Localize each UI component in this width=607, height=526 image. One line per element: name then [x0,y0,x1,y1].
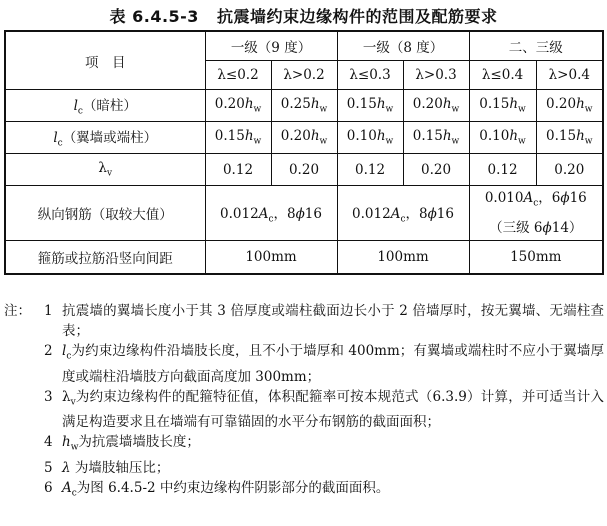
table-cell: $0.25h_w$ [271,90,337,122]
note-text: $h_w$为抗震墙墙肢长度； [62,434,200,454]
table-cell: $0.15h_w$ [469,90,536,122]
row-label-stirrup-spacing: 箍筋或拉筋沿竖向间距 [5,241,205,275]
item-header-cell: 项 目 [5,31,205,90]
table-cell: $0.20h_w$ [271,122,337,154]
row-label-lc-flange-wall: $l_c$（翼墙或端柱） [5,122,205,154]
table-title [0,4,607,27]
spec-table [4,30,604,275]
note-item [4,387,604,433]
table-cell: $0.010A_c$，6ϕ16 （三级 6ϕ14） [469,186,603,241]
lambda-header-cell: λ≤0.2 [205,61,271,90]
table-notes [4,301,604,504]
group-header-1: 一级（9 度） [205,31,337,61]
table-cell: 0.12 [205,154,271,186]
table-number: 表 6.4.5-3 [109,7,199,26]
table-row [5,186,603,241]
notes-lead: 注： [4,303,31,319]
note-item [4,458,604,478]
table-cell: $0.012A_c$，8ϕ16 [337,186,469,241]
group-header-3: 二、三级 [469,31,603,61]
table-row [5,154,603,186]
row-label-lambda-v: $\lambda_v$ [5,154,205,186]
group-header-2: 一级（8 度） [337,31,469,61]
note-number: 4 [44,434,53,451]
row-label-longitudinal-rebar: 纵向钢筋（取较大值） [5,186,205,241]
note-number: 6 [44,480,53,497]
note-item [4,478,604,504]
note-number: 3 [44,388,53,405]
note-text: $A_c$为图 6.4.5-2 中约束边缘构件阴影部分的截面面积。 [62,480,390,499]
note-item [4,341,604,387]
table-cell: 150mm [469,241,603,275]
table-row [5,241,603,275]
note-text: $\lambda_v$为约束边缘构件的配箍特征值，体积配箍率可按本规范式（6.3.9）计算，并可适当计入满足构造要求且在墙端有可靠锚固的水平分布钢筋的截面面积； [62,388,604,431]
lambda-header-cell: λ≤0.4 [469,61,536,90]
table-cell: $0.15h_w$ [337,90,403,122]
table-caption: 抗震墙约束边缘构件的范围及配筋要求 [216,7,498,26]
table-row [5,122,603,154]
note-text: λ 为墙肢轴压比； [62,460,170,477]
table-cell: $0.20h_w$ [205,90,271,122]
lambda-header-cell: λ>0.2 [271,61,337,90]
table-cell: 100mm [337,241,469,275]
table-cell: 0.20 [536,154,603,186]
table-cell: $0.15h_w$ [403,122,469,154]
table-cell: $0.10h_w$ [337,122,403,154]
lambda-header-cell: λ>0.4 [536,61,603,90]
table-cell: $0.10h_w$ [469,122,536,154]
table-cell: $0.012A_c$，8ϕ16 [205,186,337,241]
note-number: 5 [44,460,53,477]
note-text: $l_c$为约束边缘构件沿墙肢长度，且不小于墙厚和 400mm；有翼墙或端柱时不应小于翼墙厚度或端柱沿墙肢方向截面高度加 300mm； [62,343,604,385]
note-text: 抗震墙的翼墙长度小于其 3 倍厚度或端柱截面边长小于 2 倍墙厚时，按无翼墙、无端柱查表； [62,303,604,339]
table-header-row [5,31,603,61]
table-cell: $0.20h_w$ [403,90,469,122]
note-item [4,301,604,341]
table-cell: 0.12 [469,154,536,186]
table-cell: 100mm [205,241,337,275]
table-row [5,90,603,122]
table-cell: 0.12 [337,154,403,186]
row-label-lc-hidden-column: $l_c$（暗柱） [5,90,205,122]
lambda-header-cell: λ≤0.3 [337,61,403,90]
table-cell: $0.15h_w$ [205,122,271,154]
table-cell: 0.20 [403,154,469,186]
note-item [4,432,604,458]
table-cell: 0.20 [271,154,337,186]
lambda-header-cell: λ>0.3 [403,61,469,90]
note-number: 1 [44,303,53,319]
table-cell: $0.20h_w$ [536,90,603,122]
note-number: 2 [44,343,53,359]
table-cell: $0.15h_w$ [536,122,603,154]
